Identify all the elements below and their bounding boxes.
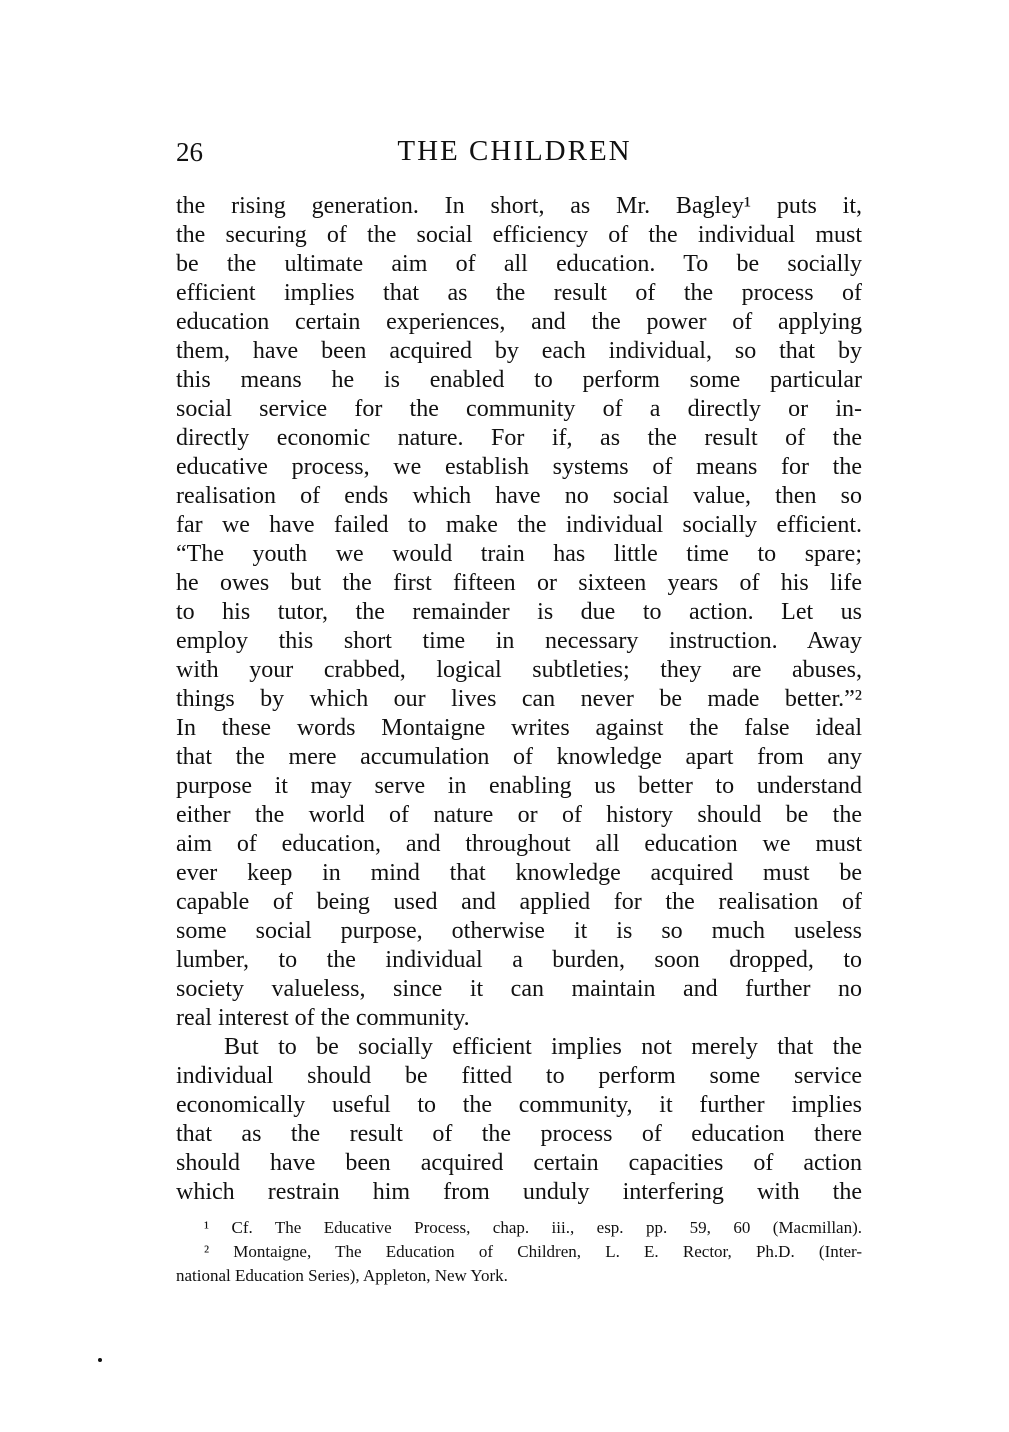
text-line: he owes but the first fifteen or sixteen years of his life: [176, 570, 862, 596]
running-head: THE CHILDREN: [397, 135, 632, 167]
text-line: ever keep in mind that knowledge acquired must be: [176, 860, 862, 886]
text-line: directly economic nature. For if, as the result of the: [176, 425, 862, 451]
text-line: realisation of ends which have no social value, then so: [176, 483, 862, 509]
text-line: this means he is enabled to perform some particular: [176, 367, 862, 393]
text-line: education certain experiences, and the power of applying: [176, 309, 862, 335]
text-line: educative process, we establish systems of means for the: [176, 454, 862, 480]
text-line: with your crabbed, logical subtleties; they are abuses,: [176, 657, 862, 683]
footnote-1: ¹ Cf. The Educative Process, chap. iii., esp. pp. 59, 60 (Macmillan).: [204, 1218, 862, 1237]
text-line: society valueless, since it can maintain and further no: [176, 976, 862, 1002]
text-line: far we have failed to make the individual socially efficient.: [176, 512, 862, 538]
text-line: things by which our lives can never be made better.”²: [176, 686, 862, 712]
text-line: In these words Montaigne writes against the false ideal: [176, 715, 862, 741]
footnotes: [176, 1216, 862, 1288]
paragraph-start-line: But to be socially efficient implies not merely that the: [224, 1034, 862, 1060]
text-line: individual should be fitted to perform some service: [176, 1063, 862, 1089]
text-line: social service for the community of a directly or in-: [176, 396, 862, 422]
text-line: efficient implies that as the result of the process of: [176, 280, 862, 306]
footnote-2: ² Montaigne, The Education of Children, L. E. Rector, Ph.D. (Inter-: [204, 1242, 862, 1261]
text-line: be the ultimate aim of all education. To be socially: [176, 251, 862, 277]
text-line: the rising generation. In short, as Mr. Bagley¹ puts it,: [176, 193, 862, 219]
text-line: should have been acquired certain capacities of action: [176, 1150, 862, 1176]
text-line: aim of education, and throughout all education we must: [176, 831, 862, 857]
text-line: that as the result of the process of education there: [176, 1121, 862, 1147]
stray-ink-dot: [98, 1358, 102, 1362]
footnote-2-continuation: national Education Series), Appleton, New York.: [176, 1266, 508, 1285]
text-line: which restrain him from unduly interfering with the: [176, 1179, 862, 1205]
text-line: some social purpose, otherwise it is so much useless: [176, 918, 862, 944]
text-line: either the world of nature or of history should be the: [176, 802, 862, 828]
text-line: capable of being used and applied for the realisation of: [176, 889, 862, 915]
text-line: economically useful to the community, it further implies: [176, 1092, 862, 1118]
text-line: lumber, to the individual a burden, soon dropped, to: [176, 947, 862, 973]
text-line: employ this short time in necessary instruction. Away: [176, 628, 862, 654]
text-line: “The youth we would train has little time to spare;: [176, 541, 862, 567]
paragraph-end-line: real interest of the community.: [176, 1005, 470, 1031]
text-line: that the mere accumulation of knowledge apart from any: [176, 744, 862, 770]
text-line: purpose it may serve in enabling us better to understand: [176, 773, 862, 799]
text-line: the securing of the social efficiency of the individual must: [176, 222, 862, 248]
page-number: 26: [176, 137, 203, 167]
text-line: to his tutor, the remainder is due to action. Let us: [176, 599, 862, 625]
body-text: [176, 192, 862, 1207]
text-line: them, have been acquired by each individual, so that by: [176, 338, 862, 364]
